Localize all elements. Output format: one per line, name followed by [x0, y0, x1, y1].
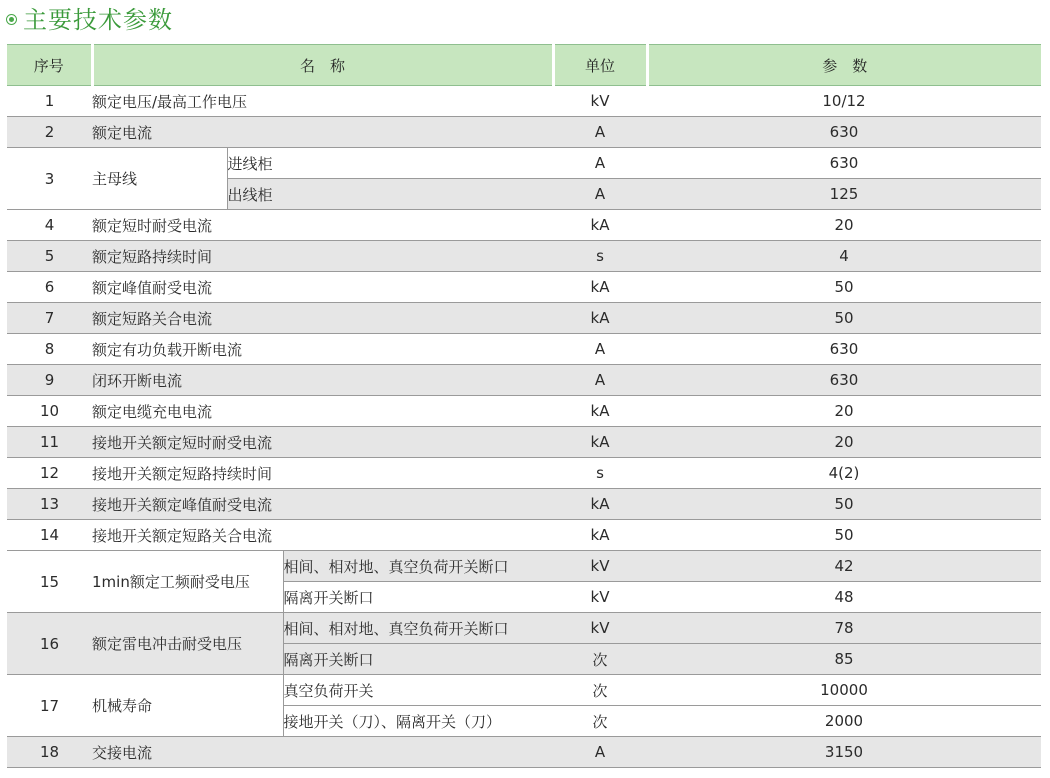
- row-value: 630: [647, 117, 1041, 148]
- row-unit: A: [553, 334, 647, 365]
- row-name: 交接电流: [92, 737, 553, 768]
- row-no: 16: [7, 613, 92, 675]
- row-unit: kV: [553, 86, 647, 117]
- row-value: 630: [647, 365, 1041, 396]
- row-name: 额定雷电冲击耐受电压: [92, 613, 283, 675]
- row-sub-label: 相间、相对地、真空负荷开关断口: [283, 613, 553, 644]
- row-name: 额定有功负载开断电流: [92, 334, 553, 365]
- row-unit: A: [553, 365, 647, 396]
- row-no: 1: [7, 86, 92, 117]
- table-row: [7, 396, 1041, 427]
- row-sub-label: 相间、相对地、真空负荷开关断口: [283, 551, 553, 582]
- row-sub-label: 隔离开关断口: [283, 582, 553, 613]
- row-no: 12: [7, 458, 92, 489]
- row-value: 50: [647, 489, 1041, 520]
- table-header-row: [7, 45, 1041, 86]
- table-row: [7, 365, 1041, 396]
- table-row: [7, 241, 1041, 272]
- header-no: 序号: [7, 45, 92, 86]
- row-value: 20: [647, 210, 1041, 241]
- table-row: [7, 272, 1041, 303]
- circle-bullet-icon: [6, 14, 17, 25]
- row-unit: A: [553, 148, 647, 179]
- row-unit: A: [553, 117, 647, 148]
- row-value: 2000: [647, 706, 1041, 737]
- row-value: 50: [647, 520, 1041, 551]
- row-unit: kA: [553, 272, 647, 303]
- row-unit: kA: [553, 427, 647, 458]
- row-name: 1min额定工频耐受电压: [92, 551, 283, 613]
- header-unit: 单位: [553, 45, 647, 86]
- row-name: 接地开关额定峰值耐受电流: [92, 489, 553, 520]
- row-unit: kA: [553, 489, 647, 520]
- row-unit: kA: [553, 303, 647, 334]
- row-unit: A: [553, 737, 647, 768]
- row-no: 5: [7, 241, 92, 272]
- row-no: 11: [7, 427, 92, 458]
- row-unit: 次: [553, 644, 647, 675]
- row-unit: kV: [553, 551, 647, 582]
- row-name: 接地开关额定短时耐受电流: [92, 427, 553, 458]
- row-sub-label: 真空负荷开关: [283, 675, 553, 706]
- row-value: 3150: [647, 737, 1041, 768]
- row-name: 额定短路持续时间: [92, 241, 553, 272]
- row-value: 125: [647, 179, 1041, 210]
- row-name: 额定电缆充电电流: [92, 396, 553, 427]
- row-value: 42: [647, 551, 1041, 582]
- row-unit: kV: [553, 582, 647, 613]
- row-value: 20: [647, 427, 1041, 458]
- row-sub-label: 隔离开关断口: [283, 644, 553, 675]
- row-no: 9: [7, 365, 92, 396]
- row-value: 50: [647, 303, 1041, 334]
- row-unit: s: [553, 241, 647, 272]
- row-no: 6: [7, 272, 92, 303]
- row-unit: 次: [553, 675, 647, 706]
- table-row: [7, 489, 1041, 520]
- row-value: 10000: [647, 675, 1041, 706]
- row-name: 接地开关额定短路持续时间: [92, 458, 553, 489]
- row-value: 48: [647, 582, 1041, 613]
- row-no: 14: [7, 520, 92, 551]
- row-no: 2: [7, 117, 92, 148]
- table-row: [7, 210, 1041, 241]
- table-row: [7, 551, 1041, 582]
- row-name: 额定峰值耐受电流: [92, 272, 553, 303]
- row-no: 10: [7, 396, 92, 427]
- row-name: 闭环开断电流: [92, 365, 553, 396]
- table-row: [7, 303, 1041, 334]
- row-value: 630: [647, 148, 1041, 179]
- section-title: [6, 0, 173, 34]
- row-no: 18: [7, 737, 92, 768]
- row-unit: A: [553, 179, 647, 210]
- row-no: 7: [7, 303, 92, 334]
- table-row: [7, 148, 1041, 179]
- table-row: [7, 520, 1041, 551]
- row-value: 20: [647, 396, 1041, 427]
- row-value: 10/12: [647, 86, 1041, 117]
- row-sub-label: 出线柜: [227, 179, 553, 210]
- header-name: 名 称: [92, 45, 553, 86]
- row-value: 50: [647, 272, 1041, 303]
- row-name: 机械寿命: [92, 675, 283, 737]
- row-name: 额定短路关合电流: [92, 303, 553, 334]
- row-name: 额定电流: [92, 117, 553, 148]
- row-unit: kV: [553, 613, 647, 644]
- table-row: [7, 613, 1041, 644]
- row-unit: s: [553, 458, 647, 489]
- row-value: 4(2): [647, 458, 1041, 489]
- row-name: 额定电压/最高工作电压: [92, 86, 553, 117]
- row-no: 13: [7, 489, 92, 520]
- row-value: 4: [647, 241, 1041, 272]
- header-value: 参 数: [647, 45, 1041, 86]
- row-no: 17: [7, 675, 92, 737]
- row-unit: 次: [553, 706, 647, 737]
- section-title-text: 主要技术参数: [23, 5, 173, 34]
- row-sub-label: 进线柜: [227, 148, 553, 179]
- technical-parameters-table: [7, 44, 1041, 768]
- row-value: 78: [647, 613, 1041, 644]
- table-row: [7, 427, 1041, 458]
- row-no: 4: [7, 210, 92, 241]
- row-name: 接地开关额定短路关合电流: [92, 520, 553, 551]
- table-row: [7, 334, 1041, 365]
- table-row: [7, 458, 1041, 489]
- row-name: 主母线: [92, 148, 227, 210]
- table-row: [7, 86, 1041, 117]
- row-unit: kA: [553, 396, 647, 427]
- table-row: [7, 675, 1041, 706]
- row-name: 额定短时耐受电流: [92, 210, 553, 241]
- table-row: [7, 117, 1041, 148]
- row-value: 630: [647, 334, 1041, 365]
- row-unit: kA: [553, 210, 647, 241]
- row-value: 85: [647, 644, 1041, 675]
- row-no: 15: [7, 551, 92, 613]
- table-row: [7, 737, 1041, 768]
- row-sub-label: 接地开关（刀）、隔离开关（刀）: [283, 706, 553, 737]
- row-no: 8: [7, 334, 92, 365]
- row-unit: kA: [553, 520, 647, 551]
- row-no: 3: [7, 148, 92, 210]
